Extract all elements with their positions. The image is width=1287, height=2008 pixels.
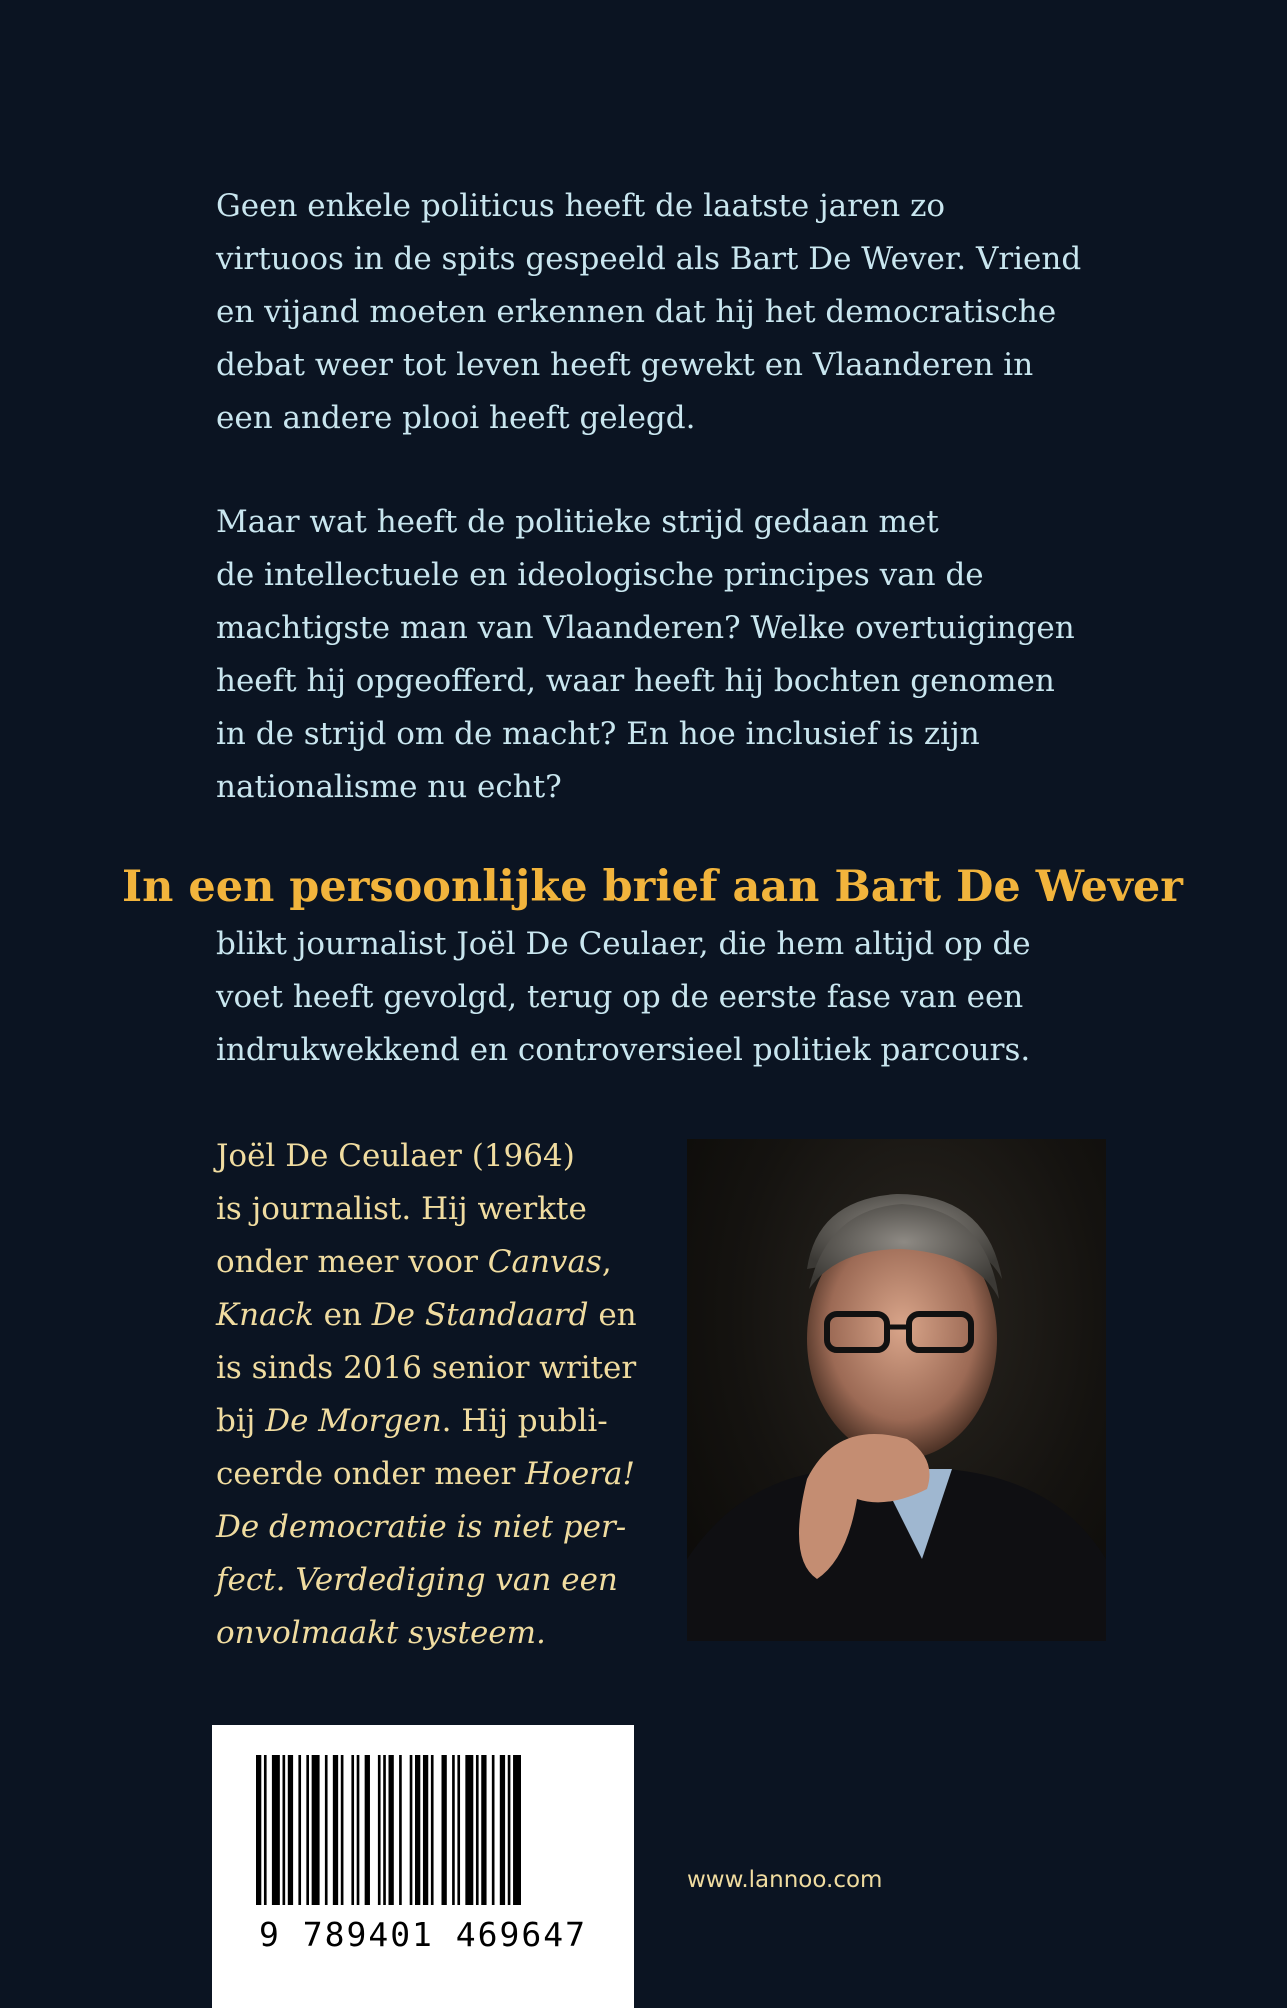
barcode-bar	[476, 1755, 479, 1905]
text-line: en vijand moeten erkennen dat hij het democratische	[216, 294, 1057, 330]
intro-paragraph-1	[216, 180, 1116, 445]
text-line: virtuoos in de spits gespeeld als Bart De Wever. Vriend	[216, 241, 1082, 277]
text-line: debat weer tot leven heeft gewekt en Vlaanderen in	[216, 347, 1034, 383]
barcode-bar	[465, 1755, 473, 1905]
barcode-bar	[312, 1755, 320, 1905]
bio-line: . Hij publi-	[441, 1403, 608, 1439]
bio-line: ,	[601, 1244, 612, 1280]
text-line: machtigste man van Vlaanderen? Welke overtuigingen	[216, 610, 1075, 646]
author-photo	[687, 1139, 1106, 1641]
barcode-bar	[333, 1755, 338, 1905]
barcode-bar	[431, 1755, 434, 1905]
barcode-bar	[481, 1755, 486, 1905]
bio-italic: De Morgen	[265, 1403, 442, 1439]
text-line: blikt journalist Joël De Ceulaer, die hem altijd op de	[216, 926, 1031, 962]
barcode-number: 9 789401 469647	[258, 1915, 587, 1954]
barcode-bar	[298, 1755, 301, 1905]
barcode-bar	[283, 1755, 286, 1905]
headline: In een persoonlijke brief aan Bart De Wever	[122, 862, 1183, 912]
barcode-bar	[325, 1755, 328, 1905]
text-line: heeft hij opgeofferd, waar heeft hij bochten genomen	[216, 663, 1055, 699]
barcode-bar	[357, 1755, 360, 1905]
barcode-bar	[415, 1755, 420, 1905]
text-line: de intellectuele en ideologische principes van de	[216, 557, 984, 593]
barcode-bar	[306, 1755, 309, 1905]
barcode-bar	[389, 1755, 394, 1905]
author-bio	[216, 1130, 656, 1660]
text-line: indrukwekkend en controversieel politiek parcours.	[216, 1032, 1031, 1068]
bio-italic: fect. Verdediging van een	[216, 1562, 618, 1598]
barcode-bar	[442, 1755, 447, 1905]
intro-paragraph-2	[216, 496, 1116, 814]
bio-line: bij	[216, 1403, 266, 1439]
intro-paragraph-3	[216, 918, 1116, 1077]
bio-line: is journalist. Hij werkte	[216, 1191, 587, 1227]
text-line: Maar wat heeft de politieke strijd gedaan met	[216, 504, 939, 540]
publisher-url[interactable]: www.lannoo.com	[687, 1867, 883, 1893]
barcode-bar	[492, 1755, 495, 1905]
bio-line: is sinds 2016 senior writer	[216, 1350, 637, 1386]
text-line: Geen enkele politicus heeft de laatste jaren zo	[216, 188, 946, 224]
barcode-bar	[423, 1755, 428, 1905]
barcode-bar	[365, 1755, 370, 1905]
text-line: voet heeft gevolgd, terug op de eerste fase van een	[216, 979, 1024, 1015]
bio-line: onder meer voor	[216, 1244, 488, 1280]
bio-line: ceerde onder meer	[216, 1456, 526, 1492]
bio-line: en	[588, 1297, 637, 1333]
barcode-bars	[212, 1725, 634, 1915]
barcode-bar	[410, 1755, 413, 1905]
barcode-bar	[500, 1755, 505, 1905]
bio-italic: Hoera!	[525, 1456, 635, 1492]
author-portrait-illustration	[687, 1139, 1106, 1641]
barcode-bar	[378, 1755, 381, 1905]
bio-italic: De democratie is niet per-	[216, 1509, 627, 1545]
barcode-bar	[452, 1755, 455, 1905]
bio-italic: onvolmaakt systeem.	[216, 1615, 546, 1651]
bio-italic: De Standaard	[371, 1297, 589, 1333]
barcode-bar	[513, 1755, 521, 1905]
barcode	[212, 1725, 634, 2008]
barcode-bar	[264, 1755, 267, 1905]
bio-italic: Canvas	[487, 1244, 602, 1280]
barcode-bar	[383, 1755, 386, 1905]
barcode-bar	[351, 1755, 354, 1905]
barcode-bar	[399, 1755, 402, 1905]
text-line: een andere plooi heeft gelegd.	[216, 400, 696, 436]
barcode-bar	[341, 1755, 344, 1905]
barcode-bar	[288, 1755, 293, 1905]
bio-line: en	[313, 1297, 372, 1333]
bio-line: Joël De Ceulaer (1964)	[216, 1138, 575, 1174]
barcode-bar	[272, 1755, 280, 1905]
bio-italic: Knack	[216, 1297, 314, 1333]
barcode-bar	[457, 1755, 460, 1905]
barcode-bar	[256, 1755, 261, 1905]
text-line: nationalisme nu echt?	[216, 769, 562, 805]
barcode-bar	[508, 1755, 511, 1905]
text-line: in de strijd om de macht? En hoe inclusief is zijn	[216, 716, 980, 752]
